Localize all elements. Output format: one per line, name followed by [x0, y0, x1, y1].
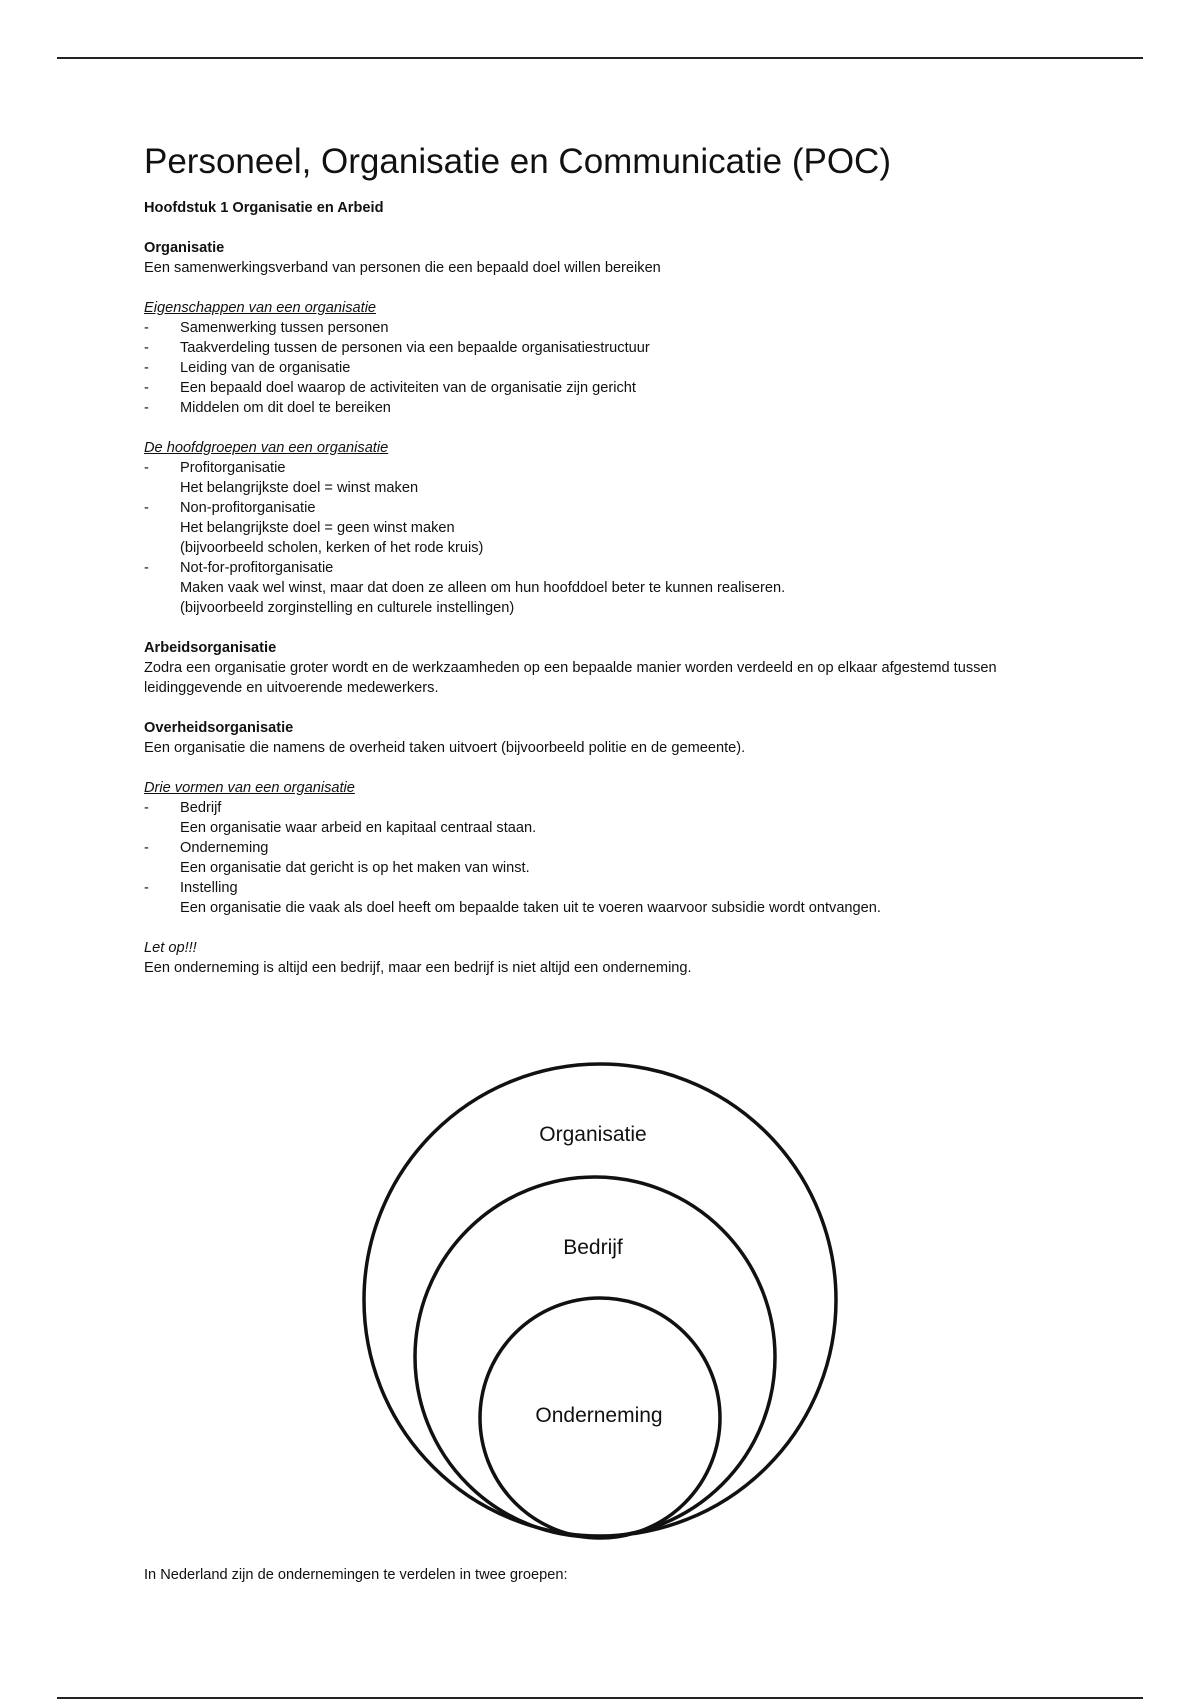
bottom-rule — [57, 1697, 1143, 1699]
page-title: Personeel, Organisatie en Communicatie (POC) — [144, 142, 891, 181]
drie-vormen-list — [144, 798, 1064, 918]
circle-bedrijf — [415, 1177, 775, 1537]
overheidsorganisatie-text: Een organisatie die namens de overheid taken uitvoert (bijvoorbeeld politie en de gemeente). — [144, 740, 746, 756]
list-item: - Profitorganisatie Het belangrijkste doel = winst maken — [144, 460, 419, 496]
chapter-heading: Hoofdstuk 1 Organisatie en Arbeid — [144, 200, 384, 216]
list-item: - Samenwerking tussen personen — [144, 320, 389, 336]
drie-vormen-heading: Drie vormen van een organisatie — [144, 780, 355, 796]
hoofdgroepen-heading: De hoofdgroepen van een organisatie — [144, 440, 389, 456]
hoofdgroepen-list — [144, 458, 1064, 618]
organisatie-definition: Een samenwerkingsverband van personen die een bepaald doel willen bereiken — [144, 260, 661, 276]
document-body — [144, 140, 1064, 998]
list-item: - Onderneming Een organisatie dat gericht is op het maken van winst. — [144, 840, 530, 876]
organisatie-heading: Organisatie — [144, 240, 225, 256]
eigenschappen-list — [144, 318, 1064, 418]
top-rule — [57, 57, 1143, 59]
list-item: - Middelen om dit doel te bereiken — [144, 400, 391, 416]
list-item: - Non-profitorganisatie Het belangrijkste doel = geen winst maken (bijvoorbeeld scholen, kerken of het rode kruis) — [144, 500, 484, 556]
label-bedrijf: Bedrijf — [563, 1236, 623, 1259]
circle-organisatie — [364, 1064, 836, 1536]
eigenschappen-heading: Eigenschappen van een organisatie — [144, 300, 377, 316]
let-op-label: Let op!!! — [144, 940, 197, 956]
let-op-text: Een onderneming is altijd een bedrijf, maar een bedrijf is niet altijd een onderneming. — [144, 960, 692, 976]
arbeidsorganisatie-text: Zodra een organisatie groter wordt en de werkzaamheden op een bepaalde manier worden verdeeld en op elkaar afgestemd tussen leidinggevende en uitvoerende medewerkers. — [144, 660, 997, 696]
list-item: - Instelling Een organisatie die vaak als doel heeft om bepaalde taken uit te voeren waarvoor subsidie wordt ontvangen. — [144, 880, 881, 916]
label-onderneming: Onderneming — [535, 1404, 663, 1427]
list-item: - Bedrijf Een organisatie waar arbeid en kapitaal centraal staan. — [144, 800, 537, 836]
ondernemingen-intro: In Nederland zijn de ondernemingen te verdelen in twee groepen: — [144, 1567, 568, 1583]
label-organisatie: Organisatie — [539, 1123, 647, 1146]
list-item: - Taakverdeling tussen de personen via een bepaalde organisatiestructuur — [144, 340, 650, 356]
list-item: - Een bepaald doel waarop de activiteiten van de organisatie zijn gericht — [144, 380, 636, 396]
list-item: - Not-for-profitorganisatie Maken vaak wel winst, maar dat doen ze alleen om hun hoofddoel beter te kunnen realiseren. (bijvoorbeeld zorginstelling en culturele instellingen) — [144, 560, 786, 616]
circle-onderneming — [480, 1298, 720, 1538]
list-item: - Leiding van de organisatie — [144, 360, 351, 376]
arbeidsorganisatie-heading: Arbeidsorganisatie — [144, 640, 277, 656]
overheidsorganisatie-heading: Overheidsorganisatie — [144, 720, 294, 736]
